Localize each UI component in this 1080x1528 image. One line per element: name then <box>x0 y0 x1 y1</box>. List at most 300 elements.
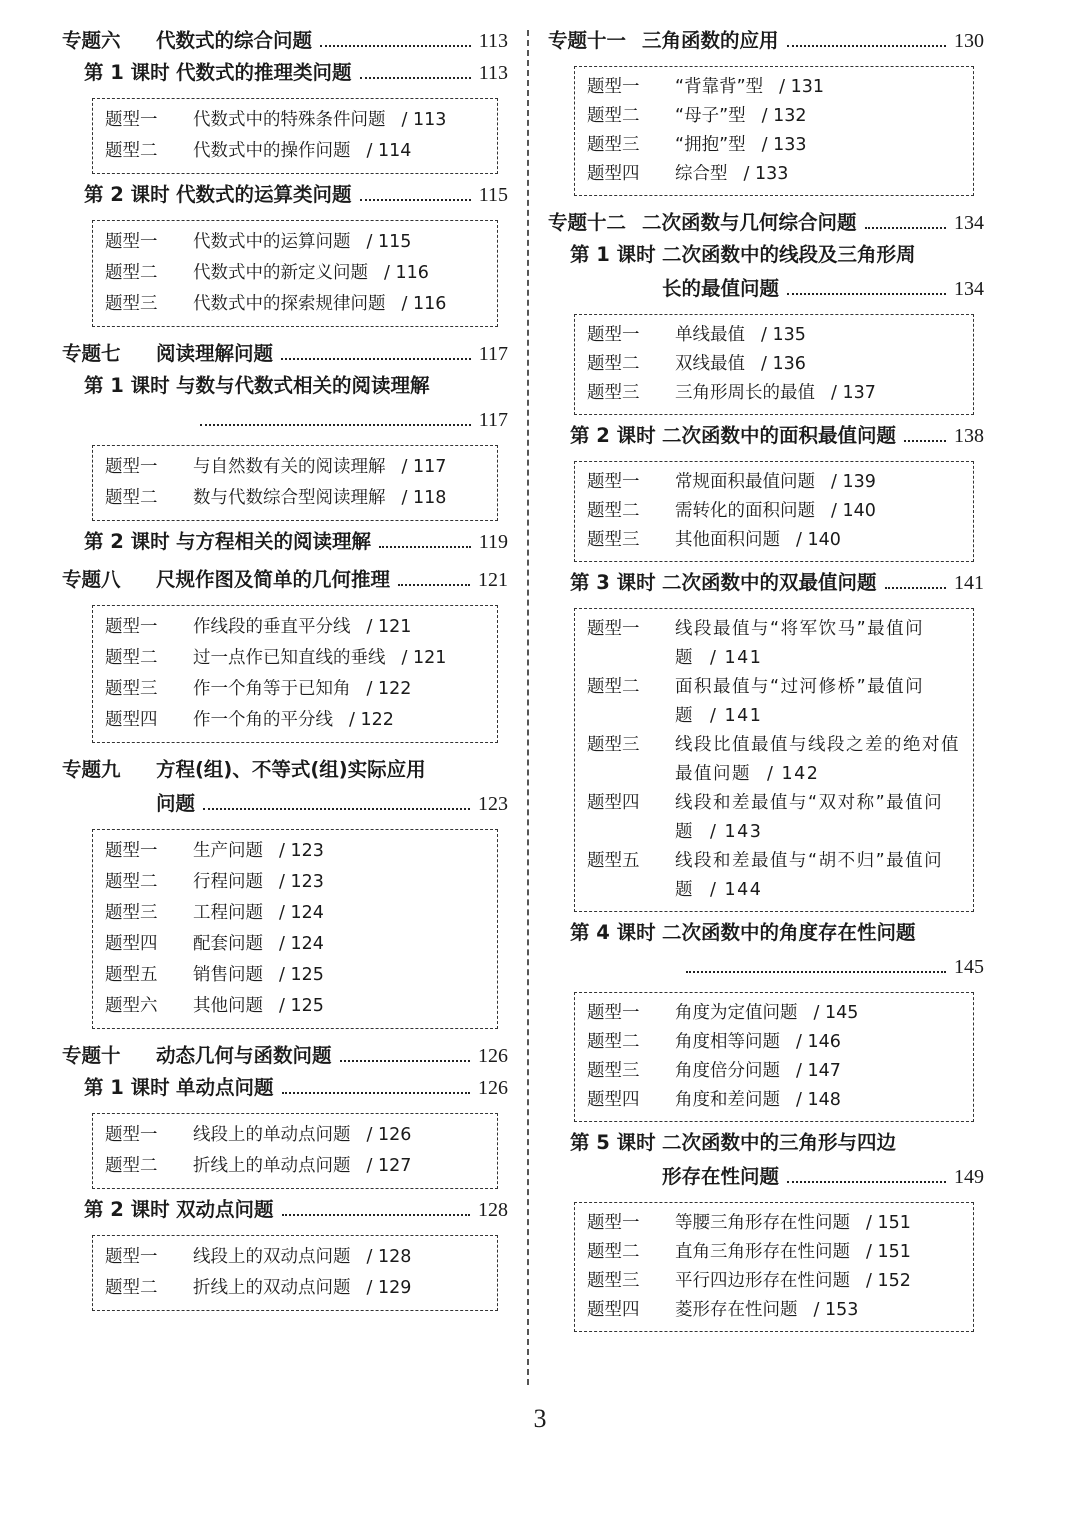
toc-topic-entry[interactable] <box>62 343 508 365</box>
question-type-text-wrap <box>193 105 446 136</box>
page-ref: 149 <box>954 1166 984 1188</box>
question-type-box <box>574 314 974 415</box>
question-type-text-wrap <box>675 1028 841 1057</box>
question-type-item[interactable] <box>105 136 487 167</box>
question-type-label: 题型一 <box>105 1247 158 1267</box>
question-type-text-wrap <box>193 612 411 643</box>
lesson-label: 第 1 课时 <box>84 61 170 84</box>
lesson-label: 第 2 课时 <box>84 183 170 206</box>
question-type-item[interactable] <box>105 836 487 867</box>
question-type-item[interactable] <box>105 705 487 736</box>
question-type-item[interactable] <box>587 615 963 673</box>
dot-leader <box>282 1092 470 1094</box>
question-type-text-wrap <box>193 674 411 705</box>
question-type-text-wrap <box>193 289 446 320</box>
question-type-item[interactable] <box>105 258 487 289</box>
lesson-label: 第 2 课时 <box>84 530 170 553</box>
question-type-text: 角度相等问题 <box>675 1032 780 1052</box>
question-type-text-wrap <box>675 673 963 731</box>
toc-lesson-entry[interactable] <box>548 244 984 300</box>
question-type-item[interactable] <box>587 731 963 789</box>
question-type-page: / 135 <box>761 325 806 345</box>
page-ref: 134 <box>954 278 984 300</box>
question-type-page: / 151 <box>866 1213 911 1233</box>
question-type-text-wrap <box>675 1267 911 1296</box>
question-type-label: 题型一 <box>587 1213 640 1233</box>
question-type-text-wrap <box>675 1057 841 1086</box>
question-type-label: 题型四 <box>587 793 640 813</box>
question-type-text: 需转化的面积问题 <box>675 501 815 521</box>
question-type-page: / 123 <box>279 872 324 892</box>
question-type-text: 线段和差最值与“双对称”最值问题 <box>675 793 944 842</box>
question-type-page: / 114 <box>366 141 412 161</box>
lesson-line-2 <box>62 409 508 431</box>
topic-label: 专题十一 <box>548 29 627 52</box>
dot-leader <box>379 546 471 548</box>
question-type-page: / 115 <box>366 232 412 252</box>
question-type-label: 题型二 <box>105 263 158 283</box>
question-type-item[interactable] <box>105 105 487 136</box>
question-type-item[interactable] <box>105 227 487 258</box>
lesson-title-cont: 长的最值问题 <box>662 277 780 300</box>
question-type-page: / 133 <box>761 135 807 155</box>
lesson-label: 第 2 课时 <box>84 1198 170 1221</box>
question-type-text-wrap <box>193 991 324 1022</box>
question-type-page: / 137 <box>831 383 876 403</box>
question-type-text-wrap <box>675 350 806 379</box>
topic-title: 阅读理解问题 <box>156 342 274 365</box>
dot-leader <box>787 1181 946 1183</box>
question-type-label: 题型二 <box>587 106 640 126</box>
question-type-text-wrap <box>675 379 876 408</box>
question-type-page: / 141 <box>710 706 763 726</box>
page-ref: 119 <box>478 531 508 553</box>
question-type-page: / 144 <box>710 880 763 900</box>
question-type-item[interactable] <box>587 1296 963 1325</box>
toc-lesson-entry[interactable] <box>548 425 984 447</box>
question-type-page: / 148 <box>796 1090 841 1110</box>
question-type-item[interactable] <box>587 1209 963 1238</box>
question-type-label: 题型一 <box>105 1125 158 1145</box>
question-type-item[interactable] <box>105 289 487 320</box>
question-type-item[interactable] <box>105 452 487 483</box>
lesson-label: 第 3 课时 <box>570 571 656 594</box>
question-type-page: / 143 <box>710 822 763 842</box>
dot-leader <box>787 45 946 47</box>
question-type-text-wrap <box>675 1296 858 1325</box>
question-type-text-wrap <box>675 468 876 497</box>
question-type-text: 菱形存在性问题 <box>675 1300 798 1320</box>
topic-label: 专题六 <box>62 29 121 52</box>
question-type-box <box>92 1113 498 1189</box>
question-type-item[interactable] <box>105 1120 487 1151</box>
question-type-label: 题型三 <box>587 530 640 550</box>
question-type-text-wrap <box>675 497 876 526</box>
page-ref: 138 <box>954 425 984 447</box>
question-type-item[interactable] <box>587 847 963 905</box>
topic-title: 代数式的综合问题 <box>156 29 313 52</box>
question-type-text-wrap <box>193 898 324 929</box>
question-type-page: / 125 <box>279 965 324 985</box>
question-type-page: / 142 <box>767 764 820 784</box>
lesson-title: 二次函数中的三角形与四边 <box>662 1131 897 1154</box>
dot-leader <box>686 971 946 973</box>
topic-label: 专题十 <box>62 1044 121 1067</box>
question-type-item[interactable] <box>587 131 963 160</box>
question-type-item[interactable] <box>105 483 487 514</box>
question-type-text-wrap <box>193 960 324 991</box>
toc-lesson-entry[interactable] <box>62 62 508 84</box>
question-type-text-wrap <box>675 102 807 131</box>
question-type-item[interactable] <box>105 612 487 643</box>
question-type-text: 其他问题 <box>193 996 263 1016</box>
toc-lesson-entry[interactable] <box>62 1199 508 1221</box>
toc-lesson-entry[interactable] <box>62 375 508 431</box>
lesson-label: 第 5 课时 <box>570 1131 656 1154</box>
question-type-label: 题型二 <box>105 1156 158 1176</box>
toc-lesson-entry[interactable] <box>548 572 984 594</box>
question-type-text-wrap <box>675 321 806 350</box>
question-type-page: / 153 <box>813 1300 859 1320</box>
question-type-text: 生产问题 <box>193 841 263 861</box>
question-type-text: 角度倍分问题 <box>675 1061 780 1081</box>
question-type-page: / 131 <box>779 77 825 97</box>
question-type-text-wrap <box>193 136 411 167</box>
question-type-box <box>574 1202 974 1332</box>
question-type-page: / 124 <box>279 903 324 923</box>
question-type-label: 题型一 <box>105 617 158 637</box>
page-ref: 128 <box>478 1199 508 1221</box>
question-type-box <box>92 605 498 743</box>
question-type-page: / 117 <box>401 457 447 477</box>
question-type-label: 题型三 <box>587 383 640 403</box>
dot-leader <box>865 227 946 229</box>
question-type-label: 题型三 <box>587 135 640 155</box>
question-type-text: 折线上的双动点问题 <box>193 1278 351 1298</box>
question-type-text: 等腰三角形存在性问题 <box>675 1213 850 1233</box>
page-ref: 134 <box>954 212 984 234</box>
question-type-item[interactable] <box>105 960 487 991</box>
toc-topic-entry[interactable] <box>62 30 508 52</box>
lesson-title: 与数与代数式相关的阅读理解 <box>176 374 430 397</box>
dot-leader <box>360 199 471 201</box>
question-type-text-wrap <box>193 258 429 289</box>
lesson-line-1 <box>548 1132 984 1154</box>
topic-title: 尺规作图及简单的几何推理 <box>156 568 391 591</box>
dot-leader <box>398 584 470 586</box>
question-type-text: 代数式中的探索规律问题 <box>193 294 386 314</box>
dot-leader <box>904 440 946 442</box>
question-type-text-wrap <box>193 483 446 514</box>
question-type-text: 常规面积最值问题 <box>675 472 815 492</box>
page-ref: 113 <box>478 62 508 84</box>
question-type-label: 题型三 <box>587 735 640 755</box>
question-type-label: 题型六 <box>105 996 158 1016</box>
question-type-box <box>574 66 974 196</box>
question-type-label: 题型五 <box>105 965 158 985</box>
question-type-text: 单线最值 <box>675 325 745 345</box>
question-type-label: 题型一 <box>105 457 158 477</box>
topic-label: 专题九 <box>62 758 121 781</box>
question-type-item[interactable] <box>105 1242 487 1273</box>
question-type-text-wrap <box>675 731 963 789</box>
lesson-title: 二次函数中的双最值问题 <box>662 571 877 594</box>
topic-line-2 <box>62 793 508 815</box>
topic-label: 专题十二 <box>548 211 627 234</box>
question-type-text: “拥抱”型 <box>675 135 746 155</box>
question-type-text: 销售问题 <box>193 965 263 985</box>
toc-lesson-entry[interactable] <box>62 184 508 206</box>
question-type-item[interactable] <box>105 643 487 674</box>
lesson-label: 第 1 课时 <box>570 243 656 266</box>
question-type-page: / 116 <box>401 294 447 314</box>
dot-leader <box>281 358 471 360</box>
question-type-text: 工程问题 <box>193 903 263 923</box>
page-ref: 141 <box>954 572 984 594</box>
question-type-text: 行程问题 <box>193 872 263 892</box>
question-type-page: / 152 <box>866 1271 911 1291</box>
question-type-text: “母子”型 <box>675 106 746 126</box>
question-type-label: 题型一 <box>587 619 640 639</box>
lesson-label: 第 4 课时 <box>570 921 656 944</box>
lesson-line-2 <box>548 278 984 300</box>
question-type-label: 题型二 <box>587 677 640 697</box>
topic-title: 二次函数与几何综合问题 <box>642 211 857 234</box>
question-type-text-wrap <box>193 1151 411 1182</box>
lesson-title: 与方程相关的阅读理解 <box>176 530 372 553</box>
question-type-item[interactable] <box>587 1267 963 1296</box>
question-type-item[interactable] <box>587 999 963 1028</box>
lesson-line-2 <box>548 1166 984 1188</box>
question-type-page: / 141 <box>710 648 763 668</box>
question-type-text-wrap <box>675 847 963 905</box>
question-type-box <box>92 829 498 1029</box>
page-ref: 115 <box>478 184 508 206</box>
question-type-text-wrap <box>193 227 411 258</box>
question-type-text-wrap <box>193 643 446 674</box>
question-type-text-wrap <box>193 929 324 960</box>
dot-leader <box>203 808 470 810</box>
question-type-label: 题型二 <box>105 1278 158 1298</box>
question-type-label: 题型二 <box>105 141 158 161</box>
question-type-page: / 147 <box>796 1061 841 1081</box>
question-type-text-wrap <box>675 789 963 847</box>
question-type-text: 作一个角等于已知角 <box>193 679 351 699</box>
question-type-item[interactable] <box>587 1057 963 1086</box>
question-type-item[interactable] <box>587 160 963 189</box>
question-type-page: / 145 <box>813 1003 859 1023</box>
question-type-item[interactable] <box>105 991 487 1022</box>
page-ref: 145 <box>954 956 984 978</box>
question-type-label: 题型一 <box>587 472 640 492</box>
question-type-text: 线段比值最值与线段之差的绝对值最值问题 <box>675 735 960 784</box>
question-type-label: 题型四 <box>587 1090 640 1110</box>
question-type-item[interactable] <box>587 497 963 526</box>
question-type-box <box>574 461 974 562</box>
page-ref: 121 <box>478 569 508 591</box>
toc-topic-entry[interactable] <box>548 212 984 234</box>
page-ref: 126 <box>478 1077 508 1099</box>
question-type-text-wrap <box>675 1086 841 1115</box>
question-type-item[interactable] <box>587 526 963 555</box>
toc-lesson-entry[interactable] <box>548 1132 984 1188</box>
question-type-label: 题型一 <box>587 77 640 97</box>
dot-leader <box>320 45 471 47</box>
question-type-text: 配套问题 <box>193 934 263 954</box>
question-type-item[interactable] <box>587 321 963 350</box>
question-type-page: / 118 <box>401 488 447 508</box>
question-type-text-wrap <box>193 1120 411 1151</box>
question-type-label: 题型四 <box>105 934 158 954</box>
dot-leader <box>787 293 946 295</box>
dot-leader <box>200 424 471 426</box>
question-type-page: / 139 <box>831 472 876 492</box>
question-type-label: 题型二 <box>587 1032 640 1052</box>
toc-lesson-entry[interactable] <box>62 1077 508 1099</box>
question-type-page: / 146 <box>796 1032 841 1052</box>
question-type-text: 双线最值 <box>675 354 745 374</box>
question-type-box <box>574 992 974 1122</box>
topic-title: 动态几何与函数问题 <box>156 1044 332 1067</box>
toc-topic-entry[interactable] <box>62 1045 508 1067</box>
question-type-box <box>92 220 498 327</box>
question-type-text: 三角形周长的最值 <box>675 383 815 403</box>
lesson-label: 第 2 课时 <box>570 424 656 447</box>
page-ref: 130 <box>954 30 984 52</box>
lesson-line-2 <box>548 956 984 978</box>
question-type-page: / 116 <box>384 263 429 283</box>
question-type-page: / 123 <box>279 841 324 861</box>
page-ref: 113 <box>478 30 508 52</box>
question-type-item[interactable] <box>105 1151 487 1182</box>
question-type-label: 题型三 <box>105 679 158 699</box>
question-type-box <box>92 98 498 174</box>
question-type-text-wrap <box>193 1242 411 1273</box>
lesson-line-1 <box>62 375 508 397</box>
toc-topic-entry[interactable] <box>62 569 508 591</box>
question-type-item[interactable] <box>587 379 963 408</box>
question-type-text: 角度和差问题 <box>675 1090 780 1110</box>
question-type-label: 题型四 <box>587 164 640 184</box>
question-type-text: 代数式中的操作问题 <box>193 141 351 161</box>
question-type-text-wrap <box>193 705 394 736</box>
question-type-text: 线段和差最值与“胡不归”最值问题 <box>675 851 944 900</box>
question-type-text: 其他面积问题 <box>675 530 780 550</box>
question-type-text-wrap <box>675 160 788 189</box>
toc-lesson-entry[interactable] <box>62 531 508 553</box>
lesson-title: 代数式的运算类问题 <box>176 183 352 206</box>
question-type-label: 题型一 <box>105 232 158 252</box>
question-type-page: / 122 <box>366 679 412 699</box>
page-ref: 126 <box>478 1045 508 1067</box>
question-type-item[interactable] <box>587 350 963 379</box>
topic-line-1 <box>62 759 508 781</box>
question-type-item[interactable] <box>587 673 963 731</box>
page-number: 3 <box>533 1404 547 1433</box>
question-type-page: / 151 <box>866 1242 911 1262</box>
question-type-label: 题型五 <box>587 851 640 871</box>
question-type-label: 题型三 <box>587 1271 640 1291</box>
question-type-item[interactable] <box>105 867 487 898</box>
question-type-box <box>92 445 498 521</box>
question-type-text-wrap <box>675 526 841 555</box>
question-type-text: 与自然数有关的阅读理解 <box>193 457 386 477</box>
question-type-page: / 127 <box>366 1156 412 1176</box>
question-type-text-wrap <box>675 615 963 673</box>
question-type-box <box>574 608 974 912</box>
question-type-page: / 125 <box>279 996 324 1016</box>
question-type-item[interactable] <box>105 898 487 929</box>
question-type-text-wrap <box>193 867 324 898</box>
lesson-title: 双动点问题 <box>176 1198 274 1221</box>
dot-leader <box>885 587 946 589</box>
question-type-page: / 133 <box>743 164 789 184</box>
question-type-item[interactable] <box>587 1238 963 1267</box>
question-type-item[interactable] <box>105 674 487 705</box>
question-type-item[interactable] <box>587 1028 963 1057</box>
topic-label: 专题八 <box>62 568 121 591</box>
question-type-item[interactable] <box>105 929 487 960</box>
question-type-label: 题型一 <box>105 110 158 130</box>
question-type-page: / 124 <box>279 934 324 954</box>
dot-leader <box>340 1060 470 1062</box>
question-type-text: 过一点作已知直线的垂线 <box>193 648 386 668</box>
question-type-item[interactable] <box>587 102 963 131</box>
question-type-label: 题型三 <box>105 903 158 923</box>
question-type-text: 作一个角的平分线 <box>193 710 333 730</box>
question-type-text-wrap <box>193 836 324 867</box>
question-type-page: / 121 <box>366 617 412 637</box>
question-type-item[interactable] <box>587 73 963 102</box>
question-type-text-wrap <box>675 73 824 102</box>
question-type-text: 面积最值与“过河修桥”最值问题 <box>675 677 925 726</box>
question-type-item[interactable] <box>587 468 963 497</box>
page-ref: 123 <box>478 793 508 815</box>
topic-title: 方程(组)、不等式(组)实际应用 <box>156 758 426 781</box>
lesson-label: 第 1 课时 <box>84 374 170 397</box>
question-type-text-wrap <box>675 999 858 1028</box>
toc-topic-entry[interactable] <box>62 759 508 815</box>
question-type-text: 代数式中的新定义问题 <box>193 263 368 283</box>
question-type-label: 题型二 <box>105 648 158 668</box>
question-type-text-wrap <box>675 131 807 160</box>
lesson-title: 单动点问题 <box>176 1076 274 1099</box>
toc-lesson-entry[interactable] <box>548 922 984 978</box>
question-type-item[interactable] <box>105 1273 487 1304</box>
page-ref: 117 <box>478 409 508 431</box>
lesson-line-1 <box>548 244 984 266</box>
lesson-title: 二次函数中的线段及三角形周 <box>662 243 916 266</box>
question-type-text-wrap <box>193 452 446 483</box>
question-type-page: / 132 <box>761 106 807 126</box>
question-type-item[interactable] <box>587 789 963 847</box>
question-type-label: 题型二 <box>105 488 158 508</box>
question-type-text: 折线上的单动点问题 <box>193 1156 351 1176</box>
question-type-text: 线段上的双动点问题 <box>193 1247 351 1267</box>
page-ref: 117 <box>478 343 508 365</box>
toc-right-column <box>548 30 984 1332</box>
dot-leader <box>360 77 471 79</box>
toc-topic-entry[interactable] <box>548 30 984 52</box>
question-type-label: 题型一 <box>105 841 158 861</box>
question-type-label: 题型三 <box>105 294 158 314</box>
question-type-text-wrap <box>675 1209 911 1238</box>
topic-title: 三角函数的应用 <box>642 29 779 52</box>
question-type-label: 题型二 <box>105 872 158 892</box>
question-type-item[interactable] <box>587 1086 963 1115</box>
question-type-text: 作线段的垂直平分线 <box>193 617 351 637</box>
question-type-text: 线段最值与“将军饮马”最值问题 <box>675 619 925 668</box>
